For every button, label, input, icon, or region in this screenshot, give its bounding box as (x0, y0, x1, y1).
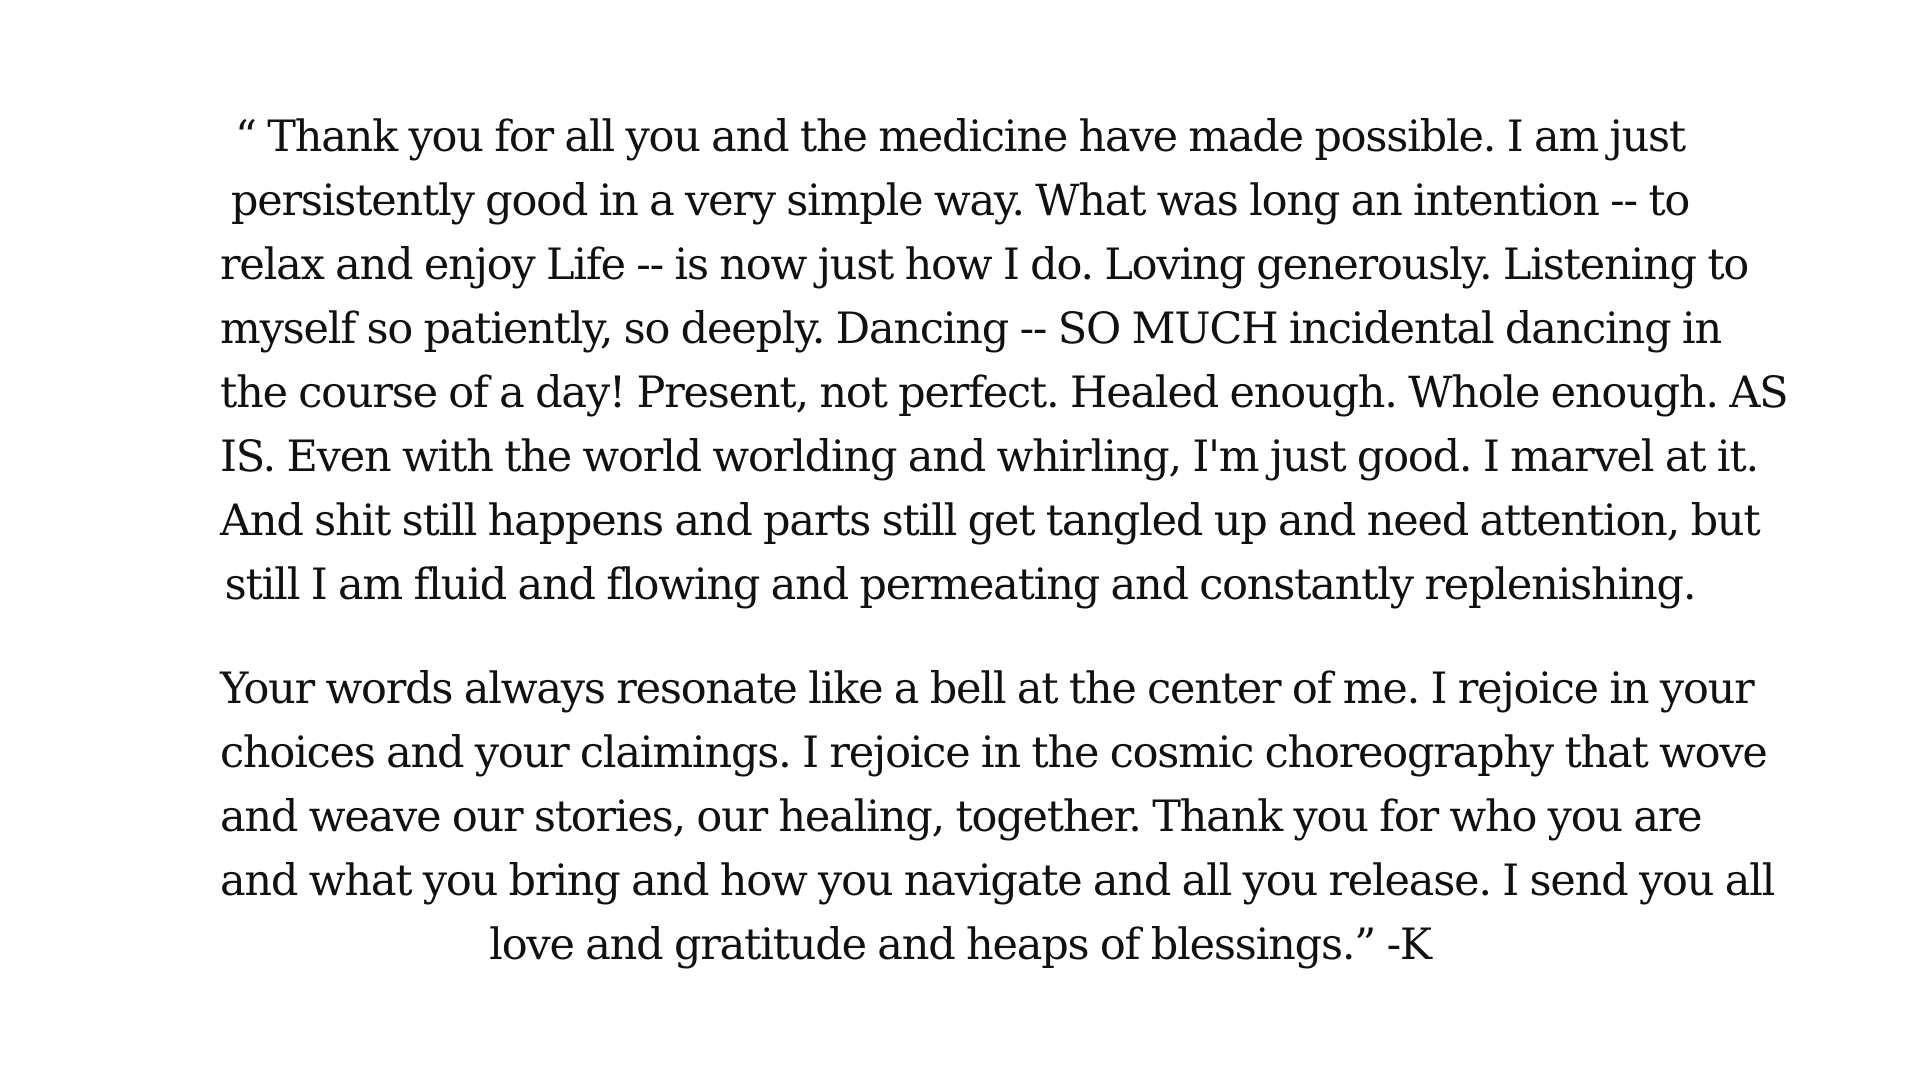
paragraph-gap (220, 617, 1700, 657)
quote-line: and what you bring and how you navigate and all you release. I send you all (220, 856, 1775, 906)
quote-line: IS. Even with the world worlding and whirling, I'm just good. I marvel at it. (220, 432, 1758, 482)
quote-line: love and gratitude and heaps of blessings.” -K (489, 920, 1431, 970)
quote-line: Your words always resonate like a bell at the center of me. I rejoice in your (220, 664, 1754, 714)
quote-line: choices and your claimings. I rejoice in the cosmic choreography that wove (220, 728, 1767, 778)
quote-line: “ Thank you for all you and the medicine have made possible. I am just (234, 112, 1686, 162)
testimonial-quote (220, 105, 1788, 977)
quote-line: the course of a day! Present, not perfect. Healed enough. Whole enough. AS (220, 368, 1788, 418)
quote-line: And shit still happens and parts still get tangled up and need attention, but (220, 496, 1760, 546)
quote-line: persistently good in a very simple way. What was long an intention -- to (230, 176, 1690, 226)
quote-line: relax and enjoy Life -- is now just how I do. Loving generously. Listening to (220, 240, 1749, 290)
quote-line: still I am fluid and flowing and permeating and constantly replenishing. (224, 560, 1696, 610)
testimonial-paragraph-2 (220, 657, 1775, 977)
testimonial-paragraph-1 (220, 105, 1788, 617)
quote-line: and weave our stories, our healing, together. Thank you for who you are (220, 792, 1702, 842)
quote-line: myself so patiently, so deeply. Dancing -- SO MUCH incidental dancing in (220, 304, 1721, 354)
